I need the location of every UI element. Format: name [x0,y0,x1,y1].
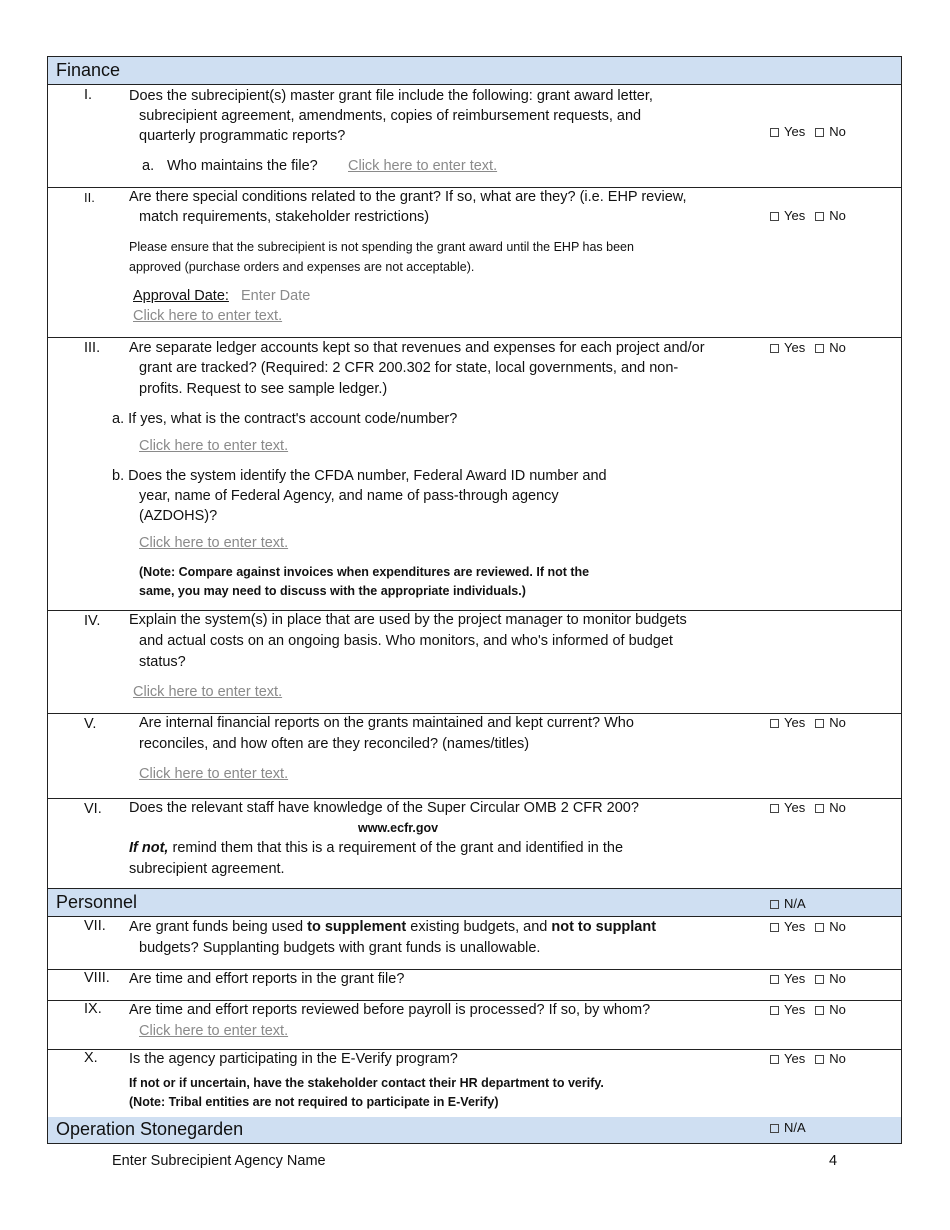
question-row-10 [48,1049,901,1118]
yes-checkbox[interactable] [770,719,779,728]
question-text: subrecipient agreement, amendments, copies of reimbursement requests, and [139,108,642,124]
question-row-2 [48,187,901,338]
yes-no-checkboxes: Yes No [770,124,846,139]
no-checkbox[interactable] [815,344,824,353]
yes-no-checkboxes: Yes No [770,919,846,934]
no-checkbox[interactable] [815,719,824,728]
section-title: Operation Stonegarden [56,1119,244,1139]
yes-checkbox[interactable] [770,128,779,137]
sub-question-text: Who maintains the file? [167,158,318,174]
question-row-4 [48,610,901,714]
question-row-1 [48,84,901,188]
na-checkbox[interactable] [770,900,779,909]
question-text: Does the relevant staff have knowledge of the Super Circular OMB 2 CFR 200? [129,800,639,816]
yes-no-checkboxes: Yes No [770,1002,846,1017]
question-text: Explain the system(s) in place that are used by the project manager to monitor budgets [129,612,687,628]
yes-no-checkboxes: Yes No [770,800,846,815]
yes-checkbox[interactable] [770,804,779,813]
approval-date-field[interactable]: Enter Date [241,288,311,304]
question-row-5 [48,713,901,799]
question-number: IV. [84,613,101,629]
reference-url: www.ecfr.gov [358,821,439,835]
question-text: grant are tracked? (Required: 2 CFR 200.302 for state, local governments, and non- [139,360,679,376]
question-number: VI. [84,801,102,817]
question-text: quarterly programmatic reports? [139,128,346,144]
section-header-operation-stonegarden [48,1117,901,1143]
note-text: same, you may need to discuss with the appropriate individuals.) [139,584,526,598]
text-entry-field[interactable]: Click here to enter text. [139,1023,289,1039]
question-text: subrecipient agreement. [129,861,285,877]
na-checkbox[interactable] [770,1124,779,1133]
question-text: If not, remind them that this is a requirement of the grant and identified in the [129,840,624,856]
note-text: (Note: Tribal entities are not required to participate in E-Verify) [129,1095,499,1109]
question-text: Are there special conditions related to the grant? If so, what are they? (i.e. EHP review, [129,189,687,205]
note-text: approved (purchase orders and expenses are not acceptable). [129,260,475,274]
question-row-7 [48,917,901,970]
question-number: I. [84,87,93,103]
yes-checkbox[interactable] [770,1006,779,1015]
yes-no-checkboxes: Yes No [770,971,846,986]
yes-checkbox[interactable] [770,344,779,353]
question-text: and actual costs on an ongoing basis. Who monitors, and who's informed of budget [139,633,673,649]
question-row-3 [48,337,901,611]
question-text: Are time and effort reports in the grant file? [129,971,405,987]
section-title: Finance [56,60,121,80]
question-number: III. [84,340,101,356]
question-row-8 [48,969,901,1001]
yes-no-checkboxes: Yes No [770,1051,846,1066]
text-entry-field[interactable]: Click here to enter text. [139,438,289,454]
text-entry-field[interactable]: Click here to enter text. [139,535,289,551]
question-number: VIII. [84,970,110,986]
yes-checkbox[interactable] [770,212,779,221]
question-text: reconciles, and how often are they reconciled? (names/titles) [139,736,530,752]
no-checkbox[interactable] [815,804,824,813]
text-entry-field[interactable]: Click here to enter text. [133,308,283,324]
yes-checkbox[interactable] [770,975,779,984]
no-checkbox[interactable] [815,212,824,221]
note-text: (Note: Compare against invoices when expenditures are reviewed. If not the [139,565,590,579]
sub-question-b: (AZDOHS)? [139,508,218,524]
question-text: Is the agency participating in the E-Verify program? [129,1051,458,1067]
question-text: Does the subrecipient(s) master grant file include the following: grant award letter, [129,88,653,104]
section-header-personnel [48,889,901,917]
question-number: V. [84,716,97,732]
question-number: X. [84,1050,98,1066]
text-entry-field[interactable]: Click here to enter text. [139,766,289,782]
page-number: 4 [829,1153,838,1169]
question-number: IX. [84,1001,102,1017]
note-text: If not or if uncertain, have the stakeholder contact their HR department to verify. [129,1076,604,1090]
sub-label: a. [142,158,155,174]
question-text: Are internal financial reports on the grants maintained and kept current? Who [139,715,634,731]
no-checkbox[interactable] [815,975,824,984]
no-checkbox[interactable] [815,128,824,137]
yes-checkbox[interactable] [770,923,779,932]
question-text: match requirements, stakeholder restrictions) [139,209,430,225]
yes-no-checkboxes: Yes No [770,715,846,730]
approval-date-label: Approval Date: [133,288,229,304]
section-title: Personnel [56,892,138,912]
yes-no-checkboxes: Yes No [770,340,846,355]
sub-question-a: a. If yes, what is the contract's account code/number? [112,411,458,427]
question-number: VII. [84,918,106,934]
no-checkbox[interactable] [815,1055,824,1064]
question-text: Are grant funds being used to supplement existing budgets, and not to supplant [129,919,657,935]
yes-no-checkboxes: Yes No [770,208,846,223]
note-text: Please ensure that the subrecipient is not spending the grant award until the EHP has been [129,240,634,254]
no-checkbox[interactable] [815,1006,824,1015]
sub-question-b: b. Does the system identify the CFDA number, Federal Award ID number and [112,468,607,484]
text-entry-field[interactable]: Click here to enter text. [348,158,498,174]
checklist-table [47,56,902,1144]
yes-checkbox[interactable] [770,1055,779,1064]
no-checkbox[interactable] [815,923,824,932]
footer-agency-name: Enter Subrecipient Agency Name [112,1153,326,1169]
question-text: profits. Request to see sample ledger.) [139,381,388,397]
question-text: status? [139,654,186,670]
question-row-9 [48,1000,901,1050]
na-checkbox-group: N/A [770,1120,806,1135]
section-header-finance [48,57,901,85]
text-entry-field[interactable]: Click here to enter text. [133,684,283,700]
question-text: budgets? Supplanting budgets with grant funds is unallowable. [139,940,541,956]
sub-question-b: year, name of Federal Agency, and name of pass-through agency [139,488,559,504]
question-text: Are separate ledger accounts kept so that revenues and expenses for each project and/or [129,340,705,356]
question-row-6 [48,798,901,889]
question-number: II. [84,190,95,205]
na-checkbox-group: N/A [770,896,806,911]
question-text: Are time and effort reports reviewed before payroll is processed? If so, by whom? [129,1002,651,1018]
